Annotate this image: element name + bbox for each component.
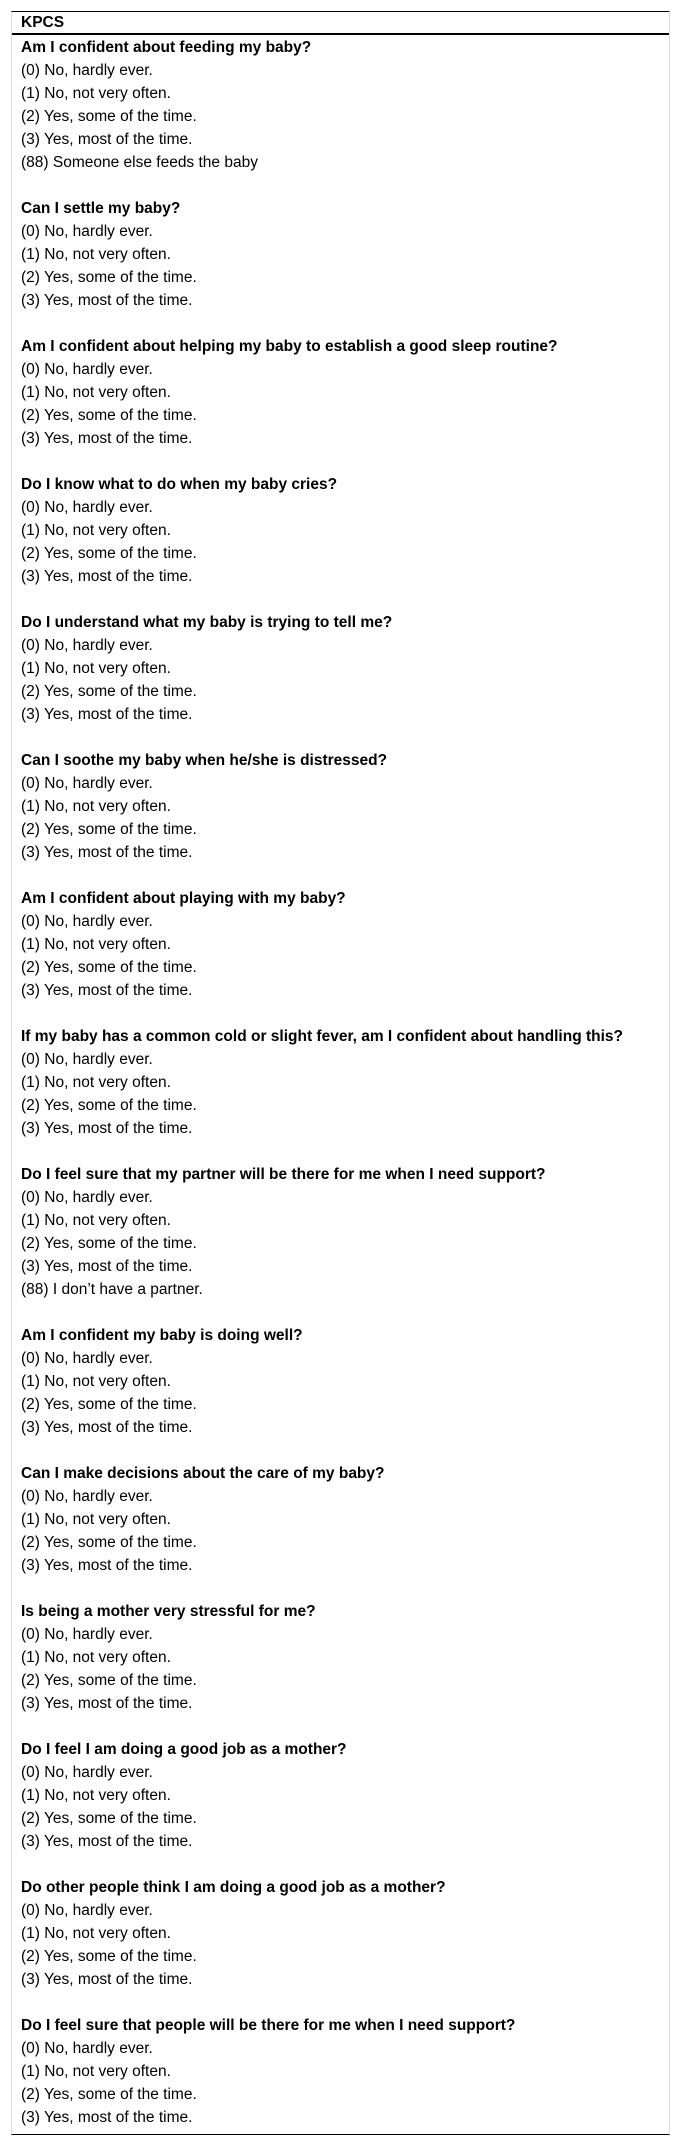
question-text: Can I settle my baby? bbox=[21, 200, 181, 217]
question-text: Am I confident about feeding my baby? bbox=[21, 39, 312, 56]
answer-option: (1) No, not very often. bbox=[21, 1373, 171, 1390]
answer-option: (3) Yes, most of the time. bbox=[21, 292, 193, 309]
answer-option: (2) Yes, some of the time. bbox=[21, 959, 197, 976]
question-block bbox=[21, 887, 669, 1002]
question-block bbox=[21, 749, 669, 864]
question-text: Do I feel sure that my partner will be there for me when I need support? bbox=[21, 1166, 546, 1183]
question-block bbox=[21, 473, 669, 588]
answer-option: (0) No, hardly ever. bbox=[21, 1902, 153, 1919]
answer-option: (1) No, not very often. bbox=[21, 1074, 171, 1091]
question-block bbox=[21, 1600, 669, 1715]
answer-option: (0) No, hardly ever. bbox=[21, 1189, 153, 1206]
question-block bbox=[21, 36, 669, 174]
answer-option: (88) Someone else feeds the baby bbox=[21, 154, 258, 171]
answer-option: (3) Yes, most of the time. bbox=[21, 430, 193, 447]
question-block bbox=[21, 1324, 669, 1439]
answer-option: (3) Yes, most of the time. bbox=[21, 568, 193, 585]
answer-option: (1) No, not very often. bbox=[21, 1925, 171, 1942]
question-text: Am I confident about playing with my baby? bbox=[21, 890, 346, 907]
answer-option: (3) Yes, most of the time. bbox=[21, 1971, 193, 1988]
answer-option: (1) No, not very often. bbox=[21, 2063, 171, 2080]
answer-option: (2) Yes, some of the time. bbox=[21, 1396, 197, 1413]
answer-option: (2) Yes, some of the time. bbox=[21, 1097, 197, 1114]
question-block bbox=[21, 335, 669, 450]
answer-option: (2) Yes, some of the time. bbox=[21, 407, 197, 424]
question-block bbox=[21, 1738, 669, 1853]
answer-option: (3) Yes, most of the time. bbox=[21, 706, 193, 723]
answer-option: (1) No, not very often. bbox=[21, 384, 171, 401]
answer-option: (3) Yes, most of the time. bbox=[21, 1557, 193, 1574]
answer-option: (3) Yes, most of the time. bbox=[21, 131, 193, 148]
question-text: Do I feel sure that people will be there for me when I need support? bbox=[21, 2017, 516, 2034]
question-text: Do I know what to do when my baby cries? bbox=[21, 476, 338, 493]
question-text: Am I confident about helping my baby to establish a good sleep routine? bbox=[21, 338, 558, 355]
question-block bbox=[21, 1025, 669, 1140]
question-block bbox=[21, 1163, 669, 1301]
answer-option: (2) Yes, some of the time. bbox=[21, 1948, 197, 1965]
answer-option: (2) Yes, some of the time. bbox=[21, 2086, 197, 2103]
answer-option: (0) No, hardly ever. bbox=[21, 1626, 153, 1643]
answer-option: (0) No, hardly ever. bbox=[21, 361, 153, 378]
answer-option: (2) Yes, some of the time. bbox=[21, 1534, 197, 1551]
question-text: If my baby has a common cold or slight fever, am I confident about handling this? bbox=[21, 1028, 623, 1045]
table-body bbox=[12, 35, 669, 2129]
answer-option: (0) No, hardly ever. bbox=[21, 62, 153, 79]
answer-option: (1) No, not very often. bbox=[21, 660, 171, 677]
answer-option: (0) No, hardly ever. bbox=[21, 637, 153, 654]
question-block bbox=[21, 2014, 669, 2129]
answer-option: (3) Yes, most of the time. bbox=[21, 844, 193, 861]
answer-option: (88) I don’t have a partner. bbox=[21, 1281, 203, 1298]
answer-option: (2) Yes, some of the time. bbox=[21, 683, 197, 700]
answer-option: (1) No, not very often. bbox=[21, 798, 171, 815]
answer-option: (0) No, hardly ever. bbox=[21, 1764, 153, 1781]
question-block bbox=[21, 197, 669, 312]
kpcs-table bbox=[11, 11, 670, 2135]
answer-option: (3) Yes, most of the time. bbox=[21, 1833, 193, 1850]
answer-option: (3) Yes, most of the time. bbox=[21, 1120, 193, 1137]
question-text: Am I confident my baby is doing well? bbox=[21, 1327, 303, 1344]
answer-option: (2) Yes, some of the time. bbox=[21, 1235, 197, 1252]
answer-option: (3) Yes, most of the time. bbox=[21, 1419, 193, 1436]
answer-option: (1) No, not very often. bbox=[21, 1511, 171, 1528]
question-text: Do I feel I am doing a good job as a mother? bbox=[21, 1741, 347, 1758]
answer-option: (1) No, not very often. bbox=[21, 1787, 171, 1804]
answer-option: (2) Yes, some of the time. bbox=[21, 1810, 197, 1827]
answer-option: (3) Yes, most of the time. bbox=[21, 1695, 193, 1712]
answer-option: (1) No, not very often. bbox=[21, 1212, 171, 1229]
answer-option: (0) No, hardly ever. bbox=[21, 2040, 153, 2057]
answer-option: (0) No, hardly ever. bbox=[21, 1051, 153, 1068]
answer-option: (1) No, not very often. bbox=[21, 936, 171, 953]
answer-option: (0) No, hardly ever. bbox=[21, 223, 153, 240]
question-text: Do other people think I am doing a good job as a mother? bbox=[21, 1879, 446, 1896]
answer-option: (0) No, hardly ever. bbox=[21, 913, 153, 930]
answer-option: (2) Yes, some of the time. bbox=[21, 1672, 197, 1689]
table-header: KPCS bbox=[12, 12, 669, 35]
question-block bbox=[21, 1876, 669, 1991]
question-block bbox=[21, 1462, 669, 1577]
answer-option: (0) No, hardly ever. bbox=[21, 1488, 153, 1505]
answer-option: (3) Yes, most of the time. bbox=[21, 1258, 193, 1275]
answer-option: (2) Yes, some of the time. bbox=[21, 108, 197, 125]
answer-option: (2) Yes, some of the time. bbox=[21, 545, 197, 562]
answer-option: (0) No, hardly ever. bbox=[21, 1350, 153, 1367]
answer-option: (1) No, not very often. bbox=[21, 246, 171, 263]
answer-option: (2) Yes, some of the time. bbox=[21, 821, 197, 838]
question-text: Can I make decisions about the care of my baby? bbox=[21, 1465, 385, 1482]
answer-option: (3) Yes, most of the time. bbox=[21, 982, 193, 999]
answer-option: (1) No, not very often. bbox=[21, 85, 171, 102]
question-text: Do I understand what my baby is trying to tell me? bbox=[21, 614, 393, 631]
answer-option: (0) No, hardly ever. bbox=[21, 499, 153, 516]
answer-option: (1) No, not very often. bbox=[21, 522, 171, 539]
answer-option: (3) Yes, most of the time. bbox=[21, 2109, 193, 2126]
answer-option: (1) No, not very often. bbox=[21, 1649, 171, 1666]
question-text: Can I soothe my baby when he/she is distressed? bbox=[21, 752, 388, 769]
answer-option: (0) No, hardly ever. bbox=[21, 775, 153, 792]
answer-option: (2) Yes, some of the time. bbox=[21, 269, 197, 286]
question-block bbox=[21, 611, 669, 726]
question-text: Is being a mother very stressful for me? bbox=[21, 1603, 316, 1620]
